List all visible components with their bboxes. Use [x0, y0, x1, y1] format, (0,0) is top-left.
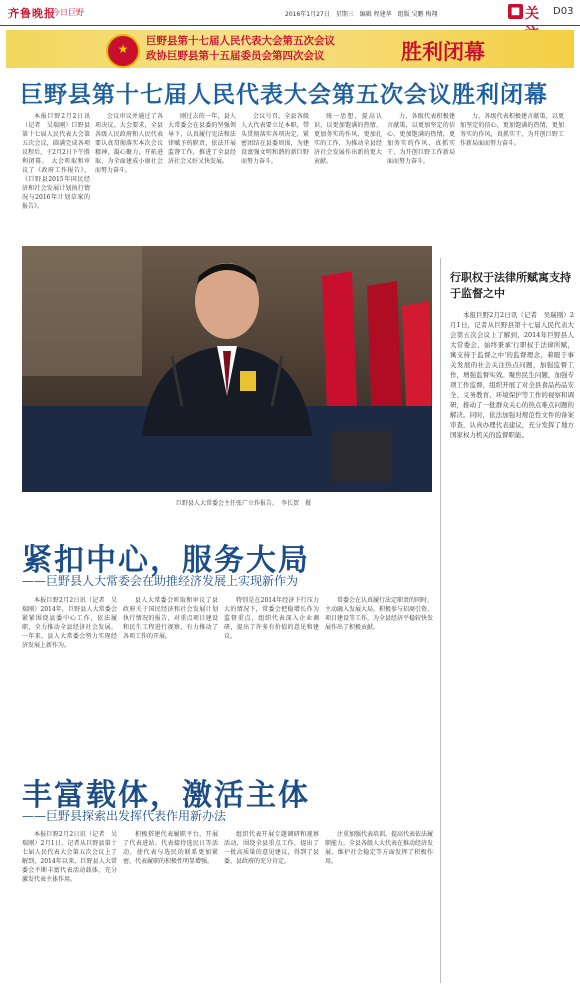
lead-column-3 — [168, 112, 236, 242]
lead-headline: 巨野县第十七届人民代表大会第五次会议胜利闭幕 — [20, 81, 548, 108]
lead-column-4 — [241, 112, 309, 242]
lead-paragraph: 会议号召，全县各级人大代表要立足本职，带头贯彻落实各项决定，紧密团结在县委周围，为建设富强文明和谐的新巨野而努力奋斗。 — [241, 113, 309, 165]
article3-title: 丰富载体，激活主体 — [22, 778, 310, 813]
sidebar-title: 行职权于法律所赋寓支持于监督之中 — [450, 271, 571, 300]
lead-paragraph: 刚过去的一年，县人大常委会在县委的坚强领导下，认真履行宪法和法律赋予的职责，依法开展监督工作，推进了全县经济社会又好又快发展。 — [168, 113, 236, 165]
dateline: 2016年1月27日 星期三 编辑 程建华 组版 吴鹏 梅翔 — [285, 11, 438, 18]
column-divider — [440, 258, 441, 983]
banner-line-2: 政协巨野县第十五届委员会第四次会议 — [146, 50, 325, 62]
lead-column-7 — [460, 112, 564, 242]
section-tab-label: 关 — [525, 6, 539, 22]
sidebar-paragraph: 本报巨野2月2日讯（记者 吴瑞刚）2月1日，记者从巨野县第十七届人民代表大会第五次会议上了解到，2014年巨野县人大常委会，始终秉承'行职权于法律所赋，寓支持于监督之中'的监督理念，着眼于事关发展的社会关注热点问题，加强监督工作，增强监督实效。聚焦民生问题，加强专项工作监督，组织开展了对全县食品药品安全、义务教育、环境保护等工作的视察和调研，推动了一批群众关心的热点难点问题的解决。同时，依法加强对规范性文件的备案审查，认真办理代表建议，充分发挥了地方国家权力机关的监督职能。 — [450, 311, 574, 439]
article2-subtitle: ——巨野县人大常委会在助推经济发展上实现新作为 — [22, 574, 299, 588]
article2-column-2 — [123, 596, 218, 756]
newspaper-brand: 齐鲁晚报 — [8, 7, 56, 20]
article3-column-3 — [224, 830, 319, 980]
article2-column-4 — [325, 596, 433, 756]
article2-paragraph: 本报巨野2月2日讯（记者 吴瑞刚）2014年，巨野县人大常委会紧紧围绕县委中心工作，依法履职，全力推动全县经济社会发展。一年来，县人大常委会努力实现经济发展上新作为。 — [22, 597, 117, 649]
banner-line-1: 巨野县第十七届人民代表大会第五次会议 — [146, 35, 335, 47]
speaker-photo-illustration — [22, 246, 432, 492]
lead-column-2 — [95, 112, 163, 242]
article3-paragraph: 积极搭建代表履职平台，开展了代表进站、代表接待选民日等活动，使代表与选民的联系更加紧密，代表履职的积极性明显增强。 — [123, 831, 218, 865]
sidebar-body — [450, 310, 574, 982]
lead-column-1 — [22, 112, 90, 242]
lead-paragraph: 会议审议并通过了各项决议。大会要求，全县各级人民政府和人民代表要认真贯彻落实本次会议精神，凝心聚力，开拓进取，为全面建成小康社会而努力奋斗。 — [95, 113, 163, 174]
masthead — [0, 0, 580, 26]
banner-slogan: 胜利闭幕 — [401, 39, 485, 64]
article2-title: 紧扣中心，服务大局 — [22, 543, 310, 578]
square-icon: ■ — [508, 4, 523, 19]
article3-paragraph: 组织代表开展专题调研和视察活动，围绕全县重点工作，提出了一批高质量的意见建议，得到了县委、县政府的充分肯定。 — [224, 831, 319, 865]
article2-column-1 — [22, 596, 117, 756]
article3-column-2 — [123, 830, 218, 980]
article2-paragraph: 常委会在认真履行法定职责的同时，主动融入发展大局，积极参与招商引资、项目建设等工作，为全县经济平稳较快发展作出了积极贡献。 — [325, 597, 433, 631]
section-tab — [508, 3, 550, 23]
article2-paragraph: 特别是在2014年经济下行压力大的情况下，常委会把稳增长作为监督重点，组织代表深入企业调研，提出了许多有价值的意见和建议。 — [224, 597, 319, 640]
photo-caption: 巨野县人大常委会主任张广立作报告。 李长贺 摄 — [176, 500, 312, 507]
article3-paragraph: 注重加强代表培训，提高代表依法履职能力，全县各级人大代表在推动经济发展、维护社会稳定等方面发挥了积极作用。 — [325, 831, 433, 865]
page-number: D03 — [553, 6, 574, 17]
article3-subtitle: ——巨野县探索出发挥代表作用新办法 — [22, 809, 227, 823]
article3-column-4 — [325, 830, 433, 980]
lead-paragraph: 本报巨野2月2日讯（记者 吴瑞刚）巨野县第十七届人民代表大会第五次会议，圆满完成各项议程后，于2月2日下午胜利闭幕。 大会听取和审议了《政府工作报告》、《巨野县2015年国民经济和社会发展计划执行情况与2016年计划草案的报告》。 — [22, 113, 90, 210]
national-emblem-icon: ★ — [106, 34, 140, 68]
article3-paragraph: 本报巨野2月2日讯（记者 吴瑞刚）2月1日，记者从巨野县第十七届人民代表大会第五次会议上了解到，2014年以来，巨野县人大常委会不断丰富代表活动载体，充分激发代表主体作用。 — [22, 831, 117, 883]
lead-paragraph: 统一思想，提高认识，以更加饱满的热情、更加务实的作风、更加扎实的工作，为推动全县经济社会发展作出新的更大贡献。 — [314, 113, 382, 165]
lead-column-6 — [387, 112, 455, 242]
speaker-photo — [22, 246, 432, 492]
article2-paragraph: 县人大常委会听取和审议了县政府关于国民经济和社会发展计划执行情况的报告，对重点项目建设和民生工程进行视察，有力推动了各项工作的开展。 — [123, 597, 218, 640]
lead-paragraph: 力，各级代表积极建言献策，以更加坚定的信心，更加饱满的热情，更加务实的作风，真抓实干，为开创巨野工作新局面而努力奋斗。 — [387, 113, 455, 165]
article3-column-1 — [22, 830, 117, 980]
lead-paragraph: 力，各级代表积极建言献策，以更加坚定的信心，更加饱满的热情，更加务实的作风，真抓实干，为开创巨野工作新局面而努力奋斗。 — [460, 113, 564, 147]
congress-banner — [6, 30, 574, 68]
lead-column-5 — [314, 112, 382, 242]
article2-column-3 — [224, 596, 319, 756]
masthead-rule — [0, 25, 580, 26]
section-name: 今日巨野 — [52, 8, 84, 17]
